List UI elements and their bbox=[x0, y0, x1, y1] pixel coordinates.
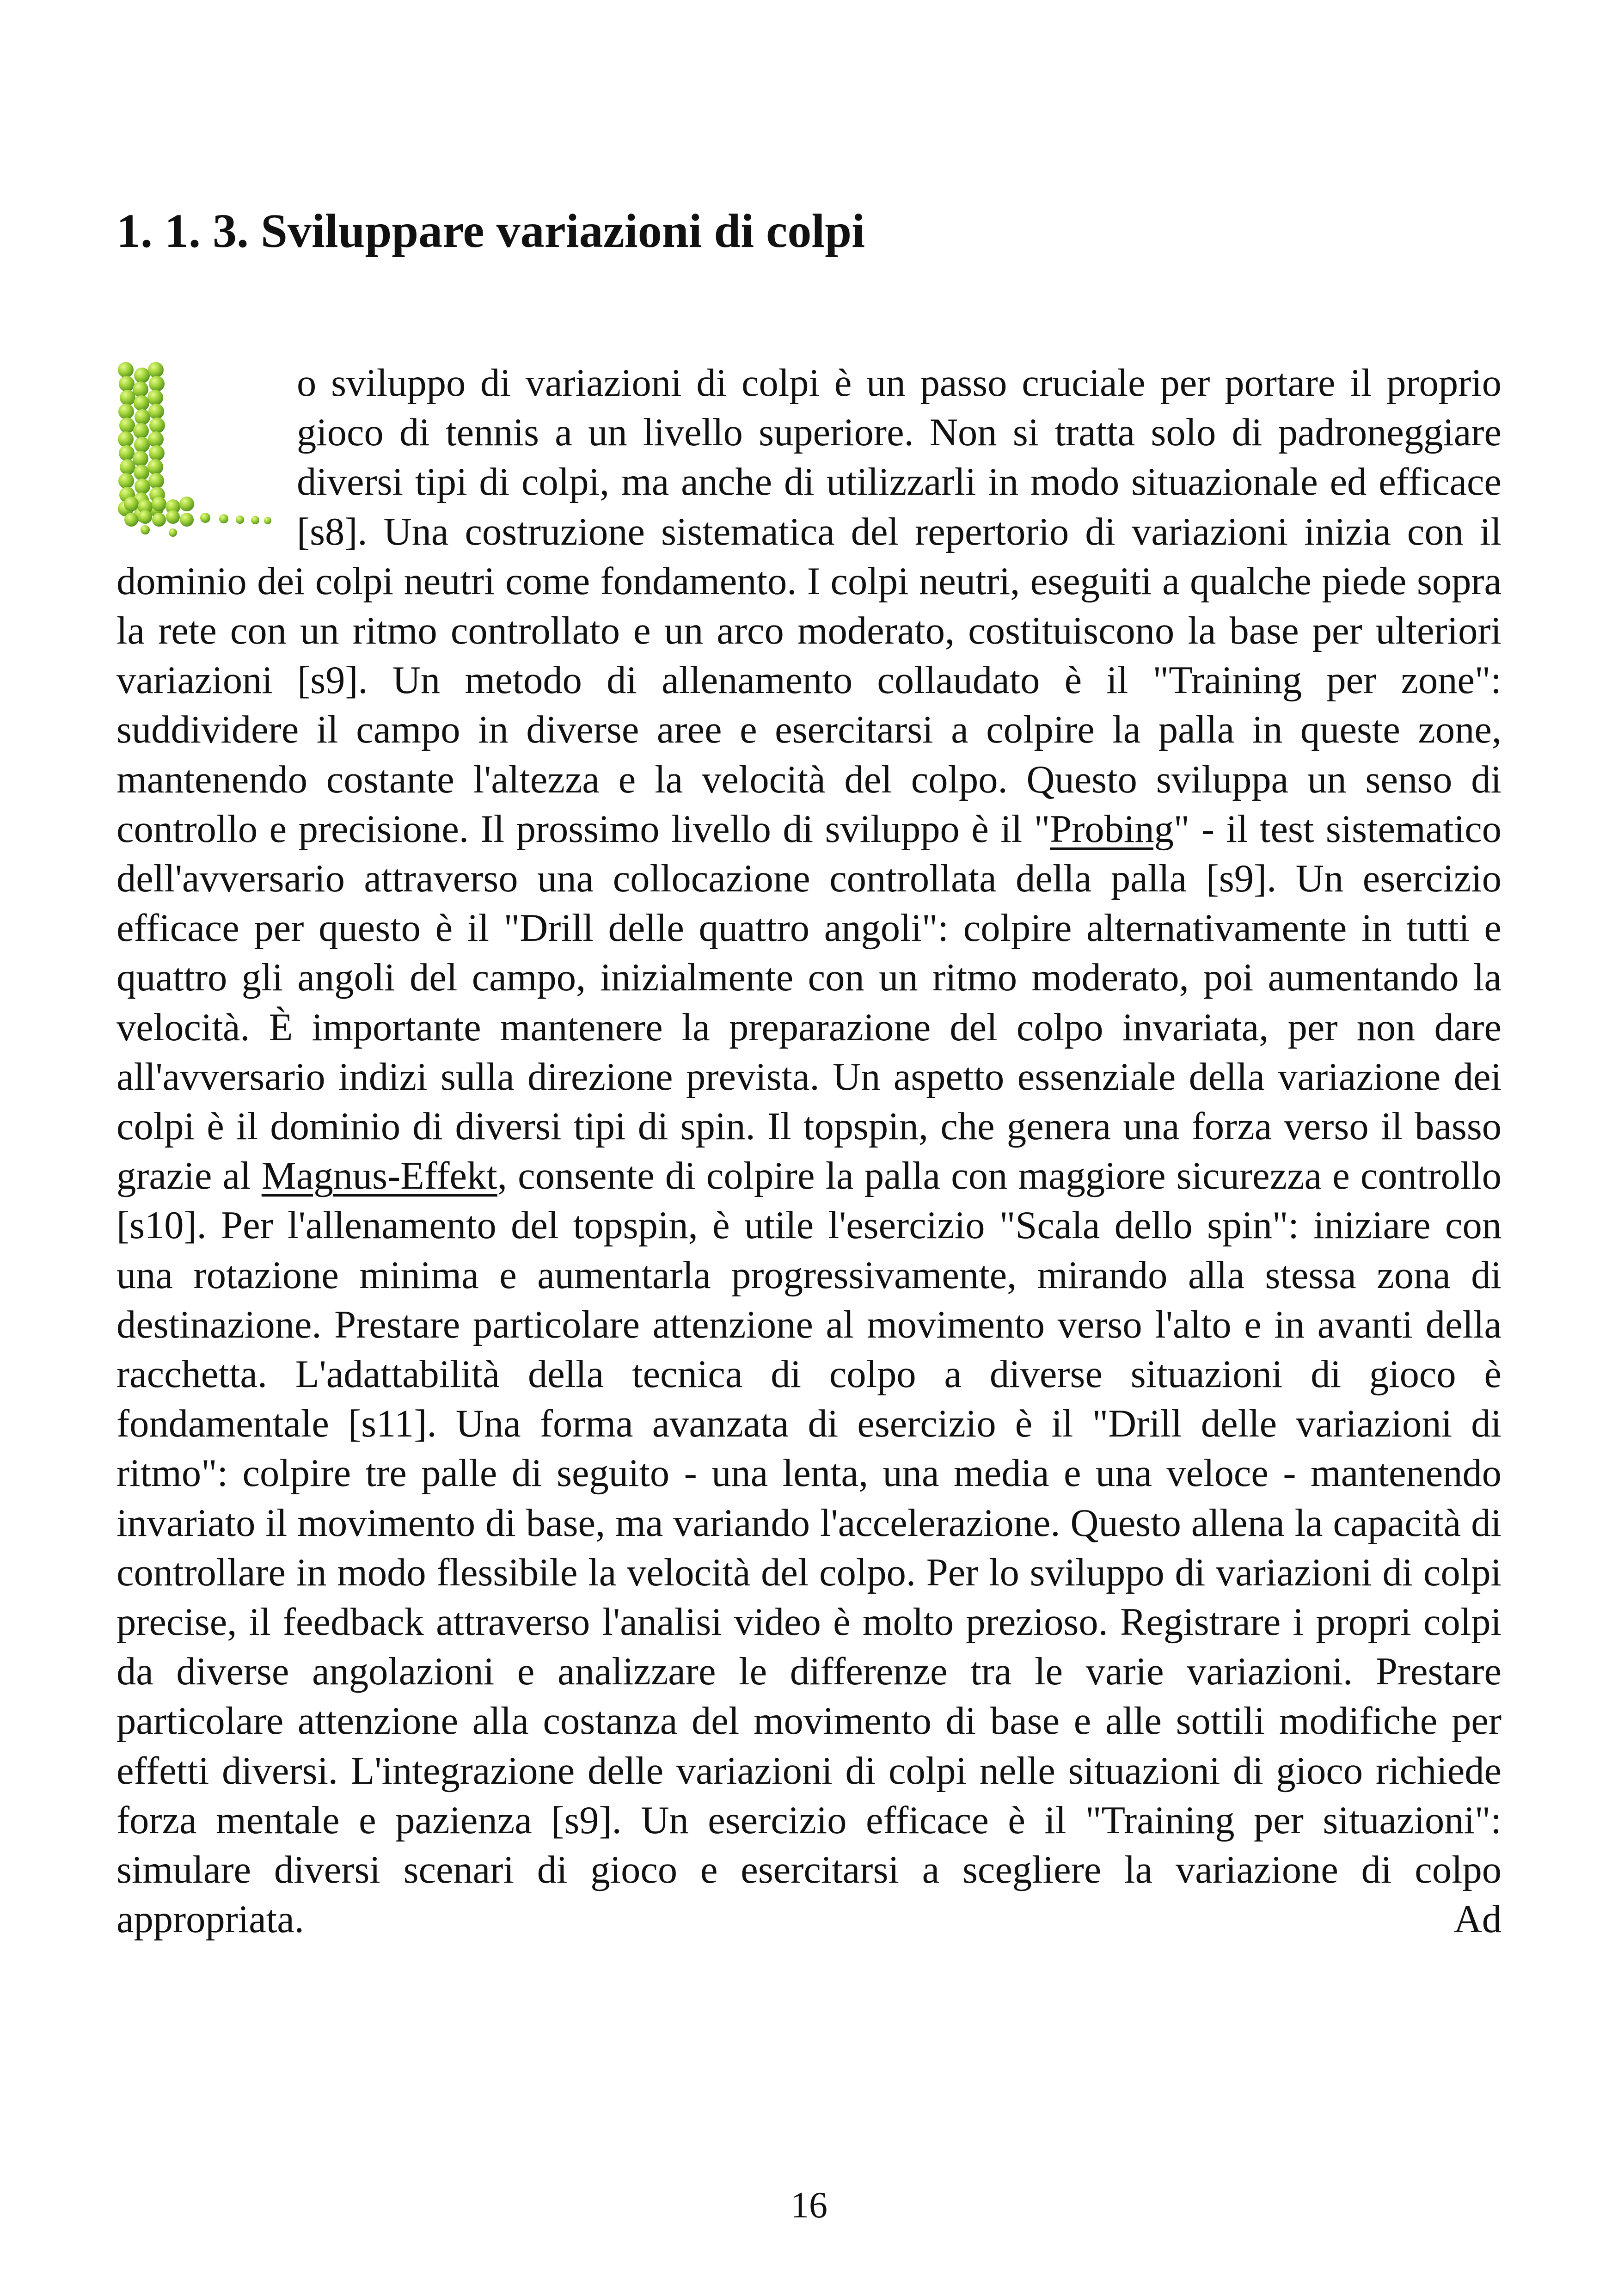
page-number: 16 bbox=[791, 2185, 827, 2226]
drop-cap-space bbox=[116, 358, 297, 556]
section-heading: 1. 1. 3. Sviluppare variazioni di colpi bbox=[116, 204, 865, 258]
paragraph-text-part-1: o sviluppo di variazioni di colpi è un passo cruciale per portare il proprio gioco di tennis a un livello superiore. Non si tratta solo di padroneggiare diversi tipi di colpi, ma anche di utilizzarli in modo situazionale ed efficace [s8]. Una costruzione sistematica del repertorio di variazioni inizia con il dominio dei colpi neutri come fondamento. I colpi neutri, eseguiti a qualche piede sopra la rete con un ritmo controllato e un arco moderato, costituiscono la base per ulteriori variazioni [s9]. Un metodo di allenamento collaudato è il "Training per zone": suddividere il campo in diverse aree e esercitarsi a colpire la palla in queste zone, mantenendo costante l'altezza e la velocità del colpo. Questo sviluppa un senso di controllo e precisione. Il prossimo livello di sviluppo è il " bbox=[116, 362, 1502, 851]
paragraph-text-part-2: " - il test sistematico dell'avversario attraverso una collocazione controllata della palla [s9]. Un esercizio efficace per questo è il "Drill delle quattro angoli": colpire alternativamente in tutti e quattro gli angoli del campo, inizialmente con un ritmo moderato, poi aumentando la velocità. È importante mantenere la preparazione del colpo invariata, per non dare all'avversario indizi sulla direzione prevista. Un aspetto essenziale della variazione dei colpi è il dominio di diversi tipi di spin. Il topspin, che genera una forza verso il basso grazie al bbox=[116, 807, 1502, 1198]
body-paragraph bbox=[116, 358, 1502, 1945]
paragraph-text-part-3: , consente di colpire la palla con maggiore sicurezza e controllo [s10]. Per l'allenamento del topspin, è utile l'esercizio "Scala dello spin": iniziare con una rotazione minima e aumentarla progressivamente, mirando alla stessa zona di destinazione. Prestare particolare attenzione al movimento verso l'alto e in avanti della racchetta. L'adattabilità della tecnica di colpo a diverse situazioni di gioco è fondamentale [s11]. Una forma avanzata di esercizio è il "Drill delle variazioni di ritmo": colpire tre palle di seguito - una lenta, una media e una veloce - mantenendo invariato il movimento di base, ma variando l'accelerazione. Questo allena la capacità di controllare in modo flessibile la velocità del colpo. Per lo sviluppo di variazioni di colpi precise, il feedback attraverso l'analisi video è molto prezioso. Registrare i propri colpi da diverse angolazioni e analizzare le differenze tra le varie variazioni. Prestare particolare attenzione alla costanza del movimento di base e alle sottili modifiche per effetti diversi. L'integrazione delle variazioni di colpi nelle situazioni di gioco richiede forza mentale e pazienza [s9]. Un esercizio efficace è il "Training per situazioni": simulare diversi scenari di gioco e esercitarsi a scegliere la variazione di colpo appropriata. Ad bbox=[116, 1154, 1502, 1941]
magnus-effekt-link[interactable]: Magnus-Effekt bbox=[261, 1154, 497, 1198]
probing-link[interactable]: Probing bbox=[1050, 807, 1174, 851]
